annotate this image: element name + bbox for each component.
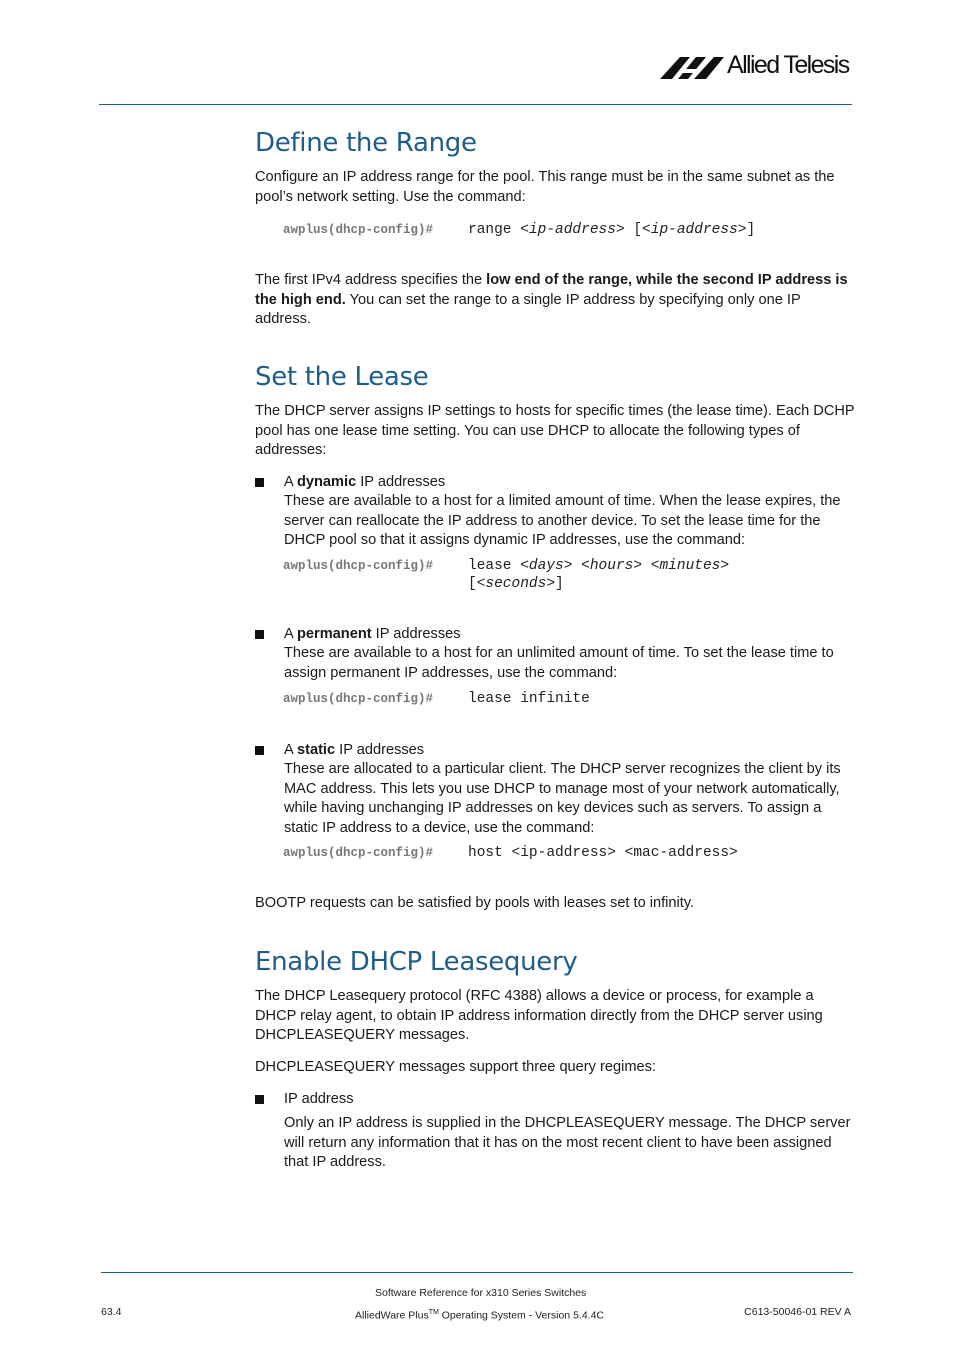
define-range-explanation: The first IPv4 address specifies the low end of the range, while the second IP address is the high end. You can set the range to a single IP address by specifying only one IP address. [255, 272, 848, 327]
bullet-icon [255, 478, 264, 487]
footer-title: Software Reference for x310 Series Switches [375, 1287, 587, 1299]
permanent-description: These are available to a host for an unlimited amount of time. To set the lease time to assign permanent IP addresses, use the command: [284, 645, 834, 681]
page-number: 63.4 [101, 1306, 122, 1318]
section-title-define-range: Define the Range [255, 128, 477, 158]
host-command: awplus(dhcp-config)# host <ip-address> <mac-address> [283, 845, 738, 861]
header-rule [99, 104, 852, 105]
section-title-leasequery: Enable DHCP Leasequery [255, 947, 578, 977]
define-range-intro: Configure an IP address range for the pool. This range must be in the same subnet as the pool’s network setting. Use the command: [255, 169, 835, 205]
list-item-permanent: A permanent IP addresses [284, 626, 461, 642]
leasequery-regimes: DHCPLEASEQUERY messages support three query regimes: [255, 1059, 656, 1075]
allied-telesis-logo [660, 50, 855, 82]
command-prompt: awplus(dhcp-config)# [283, 223, 434, 237]
list-item-dynamic: A dynamic IP addresses [284, 474, 446, 490]
logo-wordmark: Allied Telesis [727, 51, 849, 79]
bullet-icon [255, 630, 264, 639]
list-item-ip-address: IP address [284, 1091, 354, 1107]
range-command: awplus(dhcp-config)# range <ip-address> [<ip-address>] [283, 222, 756, 238]
static-description: These are allocated to a particular client. The DHCP server recognizes the client by its MAC address. This lets you use DHCP to manage most of your network automatically, while having unchanging IP addresses on key devices such as servers. To assign a static IP address to a device, use the command: [284, 761, 841, 836]
list-item-static: A static IP addresses [284, 742, 425, 758]
bootp-note: BOOTP requests can be satisfied by pools with leases set to infinity. [255, 895, 695, 911]
ip-address-description: Only an IP address is supplied in the DHCPLEASEQUERY message. The DHCP server will return any information that it has on the most recent client to have been assigned that IP address. [284, 1115, 851, 1170]
footer-product: AlliedWare Plus™ Operating System - Version 5.4.4C [355, 1309, 605, 1322]
dynamic-description: These are available to a host for a limited amount of time. When the lease expires, the server can reallocate the IP address to another device. To set the lease time for the DHCP pool so that it assigns dynamic IP addresses, use the command: [284, 493, 841, 548]
footer-rule [101, 1272, 853, 1273]
leasequery-intro: The DHCP Leasequery protocol (RFC 4388) allows a device or process, for example a DHCP relay agent, to obtain IP address information directly from the DHCP server using DHCPLEASEQUERY messages. [255, 988, 823, 1043]
bullet-icon [255, 746, 264, 755]
set-lease-intro: The DHCP server assigns IP settings to hosts for specific times (the lease time). Each DCHP pool has one lease time setting. You can use DHCP to allocate the following types of addresses: [255, 403, 855, 458]
allied-telesis-logo-icon [660, 55, 728, 81]
bullet-icon [255, 1095, 264, 1104]
section-title-set-lease: Set the Lease [255, 362, 429, 392]
lease-infinite-command: awplus(dhcp-config)# lease infinite [283, 691, 590, 707]
lease-dynamic-command: awplus(dhcp-config)# lease <days> <hours> <minutes> [<seconds>] [283, 558, 730, 592]
document-id: C613-50046-01 REV A [744, 1306, 851, 1318]
